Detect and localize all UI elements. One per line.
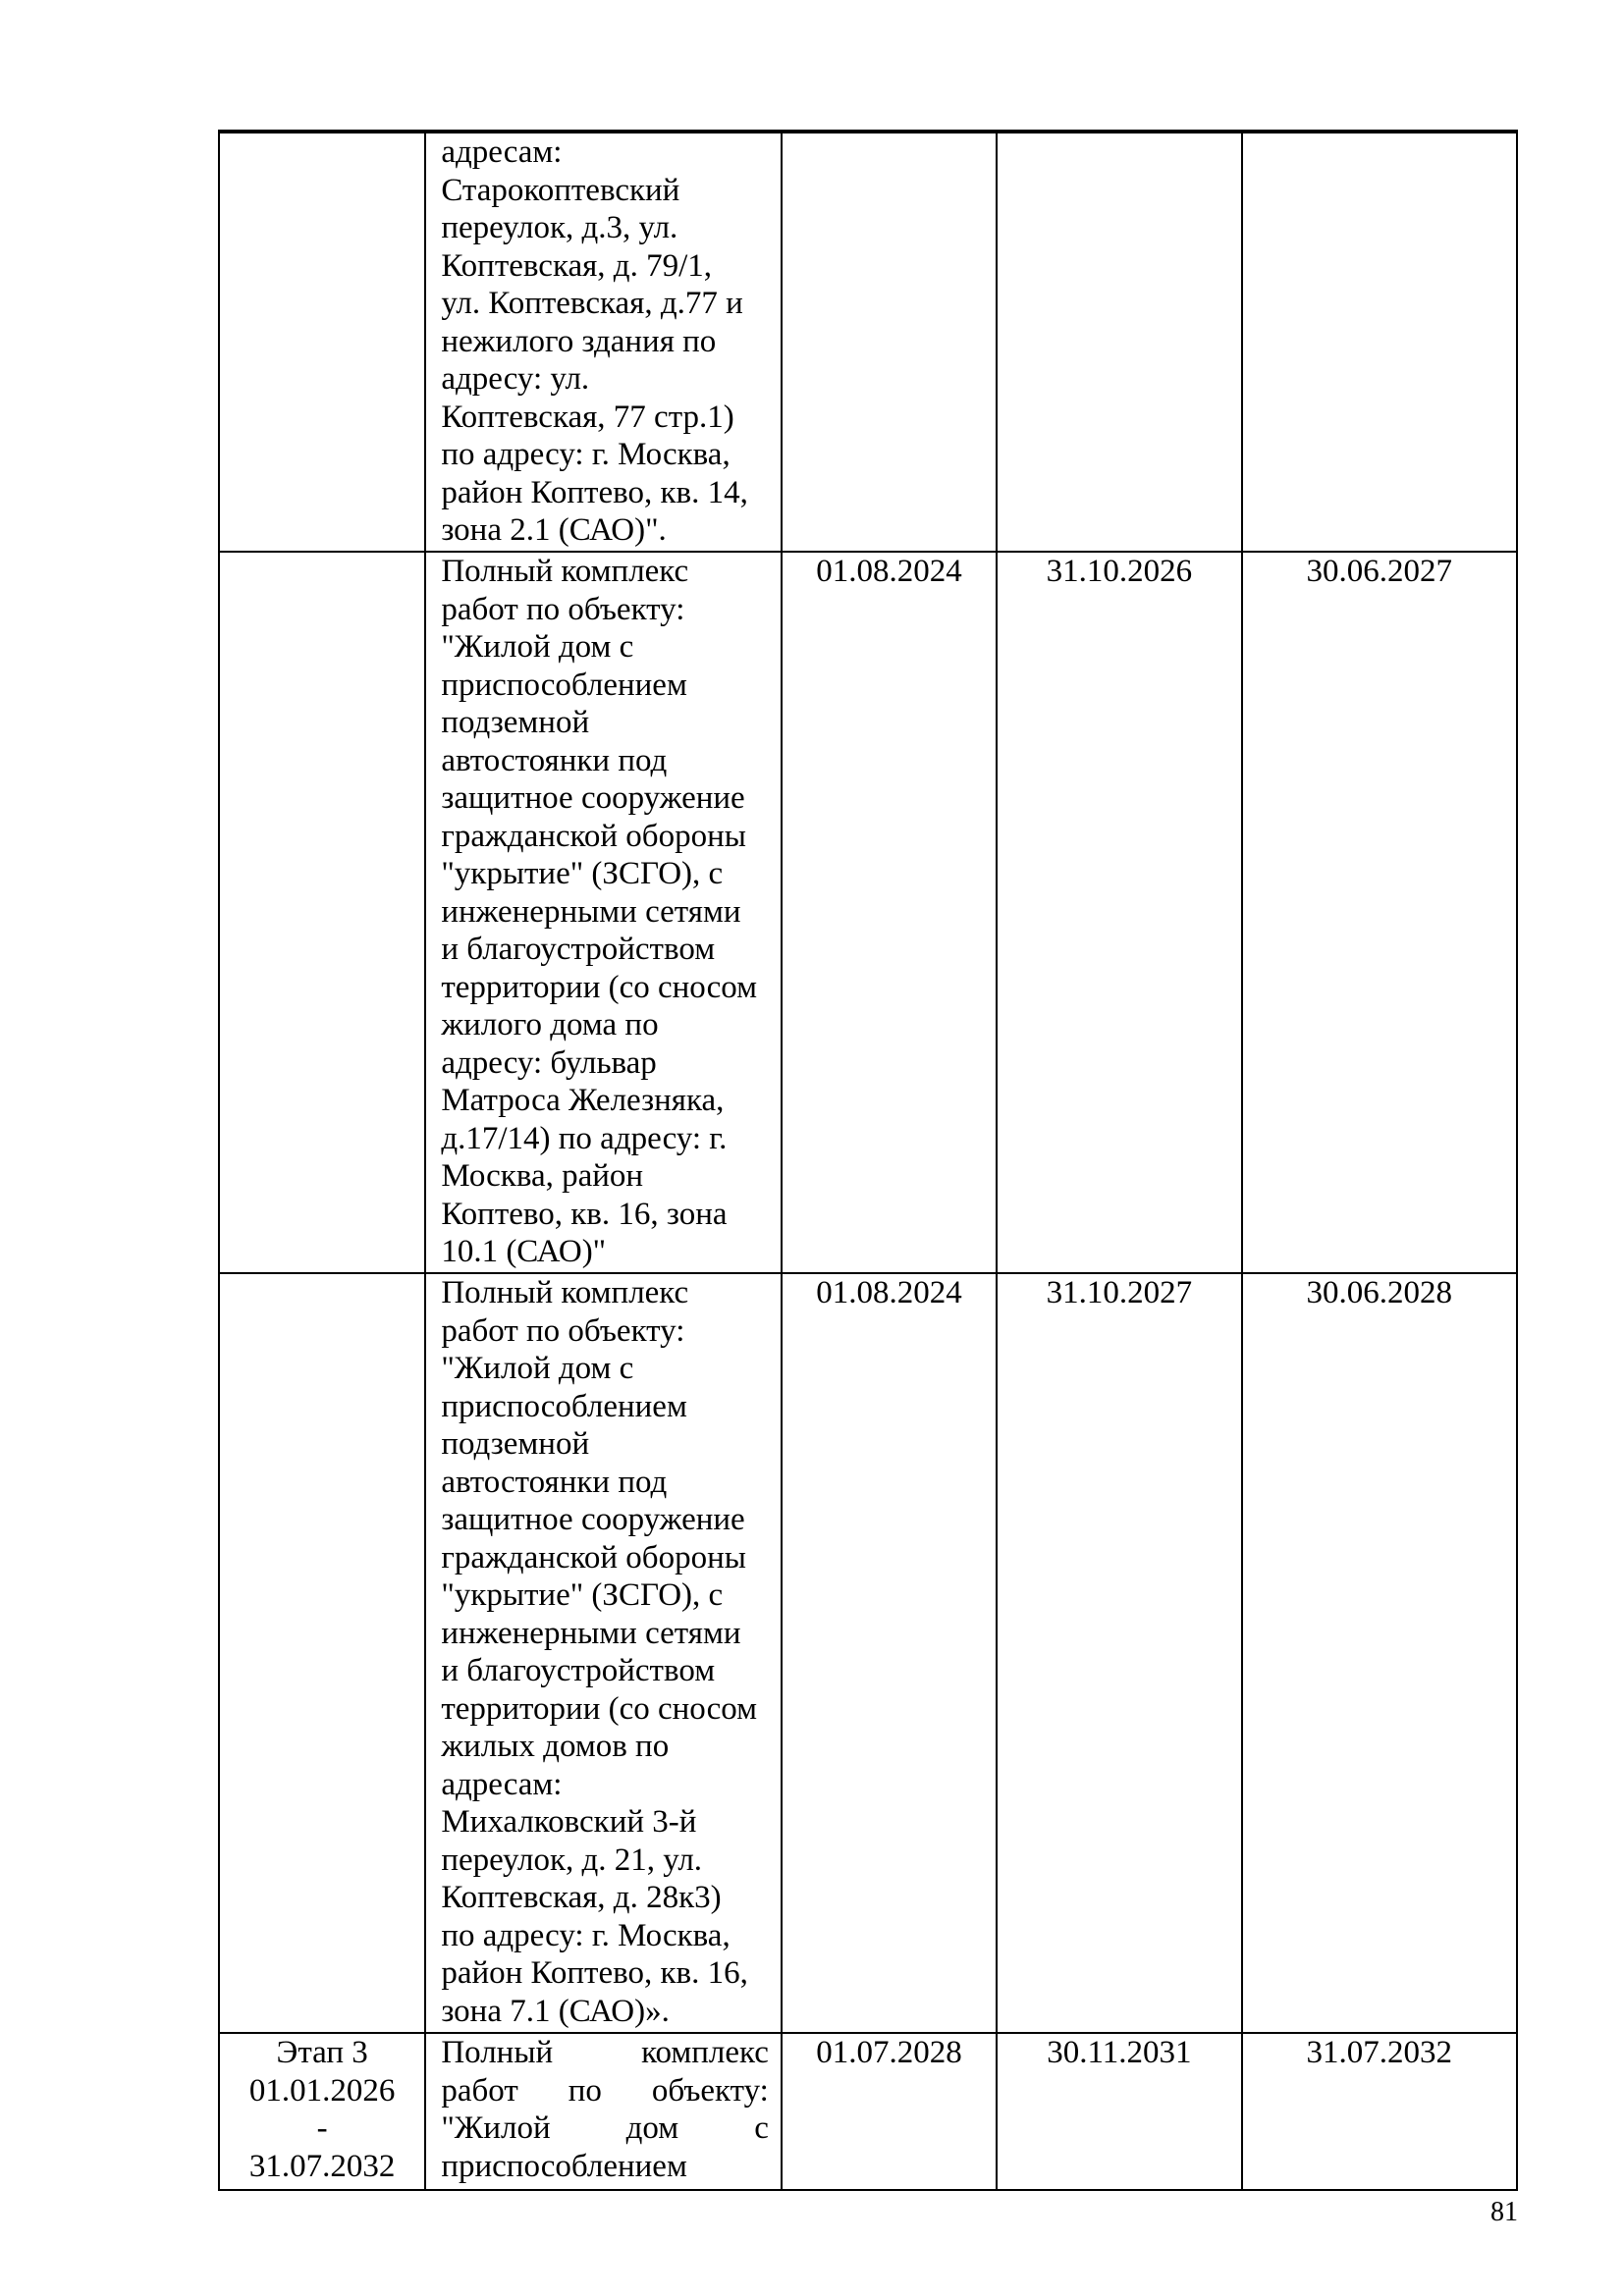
description-line: гражданской обороны [441,818,746,854]
date-1-cell: 01.07.2028 [782,2033,997,2190]
description-line: Коптево, кв. 16, зона [441,1196,728,1232]
description-line: инженерными сетями [441,1615,741,1651]
description-line: по адресу: г. Москва, [441,437,731,472]
description-line: Полный комплекс [441,2035,769,2070]
work-description-cell [425,552,782,1273]
description-line: д.17/14) по адресу: г. [441,1120,728,1156]
schedule-table [218,130,1518,2191]
table-row [219,1273,1517,2033]
description-line: приспособлением [441,2148,687,2184]
description-line: адресам: [441,1766,563,1802]
description-line: район Коптево, кв. 16, [441,1955,748,1991]
table-row [219,552,1517,1273]
description-line: ул. Коптевская, д.77 и [441,286,743,321]
description-line: 10.1 (САО)" [441,1234,607,1269]
schedule-table-body [219,132,1517,2190]
description-line: "укрытие" (ЗСГО), с [441,856,724,891]
description-line: адресу: бульвар [441,1044,657,1081]
description-line: адресу: ул. [441,361,590,397]
stage-line: - [316,2110,328,2146]
description-line: автостоянки под [441,742,668,778]
date-1-cell: 01.08.2024 [782,1273,997,2033]
page-number: 81 [1490,2197,1518,2227]
description-line: и благоустройством [441,1653,716,1688]
description-line: "Жилой дом с [441,2110,769,2146]
description-line: адресам: [441,134,563,170]
stage-line: Этап 3 [276,2035,368,2070]
table-row [219,2033,1517,2190]
description-line: Матроса Железняка, [441,1083,725,1118]
description-line: инженерными сетями [441,893,741,930]
date-3-cell: 31.07.2032 [1242,2033,1517,2190]
date-2-cell: 31.10.2026 [997,552,1241,1273]
description-line: зона 2.1 (САО)". [441,512,667,548]
stage-cell [219,1273,425,2033]
description-line: гражданской обороны [441,1539,746,1575]
date-1-cell: 01.08.2024 [782,552,997,1273]
description-line: переулок, д. 21, ул. [441,1842,703,1878]
date-2-cell: 30.11.2031 [997,2033,1241,2190]
description-line: подземной [441,705,590,740]
description-line: жилых домов по [441,1729,670,1764]
description-line: жилого дома по [441,1007,659,1042]
description-line: "Жилой дом с [441,629,634,665]
date-3-cell: 30.06.2027 [1242,552,1517,1273]
description-line: Михалковский 3-й [441,1804,697,1840]
date-2-cell [997,132,1241,552]
description-line: зона 7.1 (САО)». [441,1993,670,2029]
description-line: защитное сооружение [441,780,745,816]
description-line: "Жилой дом с [441,1351,634,1386]
work-description-cell [425,1273,782,2033]
description-line: приспособлением [441,667,687,703]
work-description-cell [425,132,782,552]
stage-cell [219,552,425,1273]
description-line: "укрытие" (ЗСГО), с [441,1577,724,1613]
description-line: подземной [441,1426,590,1462]
description-line: Коптевская, 77 стр.1) [441,399,734,435]
description-line: Коптевская, д. 79/1, [441,247,713,284]
description-line: территории (со сносом [441,1690,758,1727]
date-2-cell: 31.10.2027 [997,1273,1241,2033]
description-line: автостоянки под [441,1464,668,1500]
date-1-cell [782,132,997,552]
description-line: переулок, д.3, ул. [441,210,678,245]
description-line: Полный комплекс [441,554,689,589]
description-line: работ по объекту: [441,591,685,627]
description-line: по адресу: г. Москва, [441,1917,731,1953]
description-line: приспособлением [441,1388,687,1424]
date-3-cell: 30.06.2028 [1242,1273,1517,2033]
description-line: защитное сооружение [441,1502,745,1537]
description-line: работ по объекту: [441,2072,769,2109]
stage-cell [219,132,425,552]
work-description-cell [425,2033,782,2190]
description-line: Старокоптевский [441,172,680,208]
table-row [219,132,1517,552]
stage-line: 01.01.2026 [248,2072,396,2109]
description-line: Полный комплекс [441,1275,689,1310]
description-line: Коптевская, д. 28к3) [441,1880,722,1915]
date-3-cell [1242,132,1517,552]
description-line: район Коптево, кв. 14, [441,474,748,510]
stage-cell [219,2033,425,2190]
stage-line: 31.07.2032 [248,2148,396,2184]
description-line: работ по объекту: [441,1312,685,1349]
description-line: территории (со сносом [441,969,758,1005]
description-line: нежилого здания по [441,323,717,359]
description-line: Москва, район [441,1158,644,1194]
description-line: и благоустройством [441,932,716,967]
